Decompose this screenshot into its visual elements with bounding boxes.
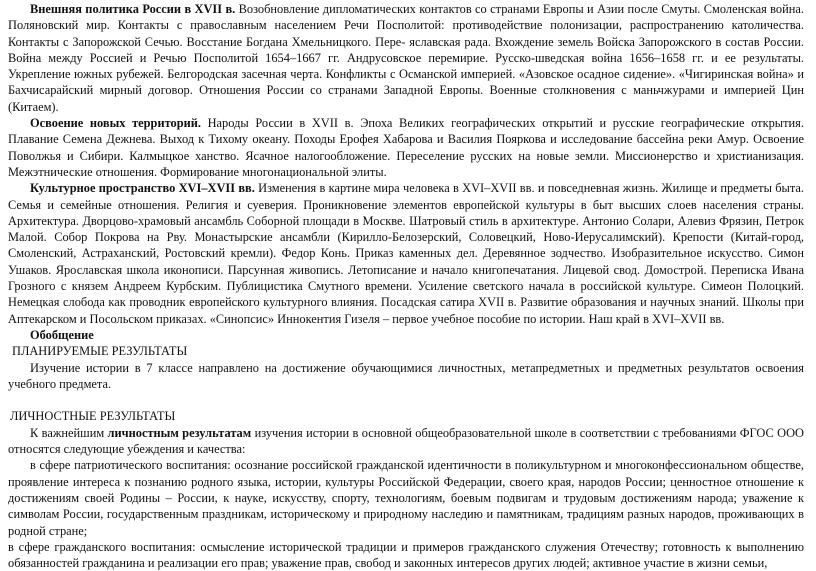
paragraph-foreign-policy — [8, 1, 804, 115]
paragraph-personal-intro — [8, 425, 804, 458]
section-lead-foreign-policy: Внешняя политика России в XVII в. — [30, 2, 236, 16]
paragraph-planned-results: Изучение истории в 7 классе направлено на достижение обучающимися личностных, метапредметных и предметных результатов освоения учебного предмета. — [8, 360, 804, 391]
paragraph-territories — [8, 115, 804, 180]
spacer — [8, 392, 804, 408]
paragraph-text: К важнейшим — [30, 425, 108, 440]
paragraph-generalization — [8, 327, 804, 343]
personal-results-heading: ЛИЧНОСТНЫЕ РЕЗУЛЬТАТЫ — [10, 409, 176, 424]
paragraph-culture — [8, 180, 804, 327]
paragraph-patriotic: в сфере патриотического воспитания: осознание российской гражданской идентичности в поликультурном и многоконфессиональном обществе, проявление интереса к познанию родного языка, истории, культуры Российской Федерации, своего края, народов России; ценностное отношение к достижениям своей Родины – России, к науке, искусству, спорту, технологиям, боевым подвигам и трудовым достижениям народа; уважение к символам России, государственным праздникам, историческому и природному наследию и памятникам, традициям разных народов, проживающих в родной стране; — [8, 458, 804, 538]
document-page — [8, 0, 804, 571]
paragraph-text: Изменения в картине мира человека в XVI–XVII вв. и повседневная жизнь. Жилище и предметы быта. Семья и семейные отношения. Религия и суеверия. Проникновение элементов европейской культуры в быт высших слоев населения страны. Архитектура. Дворцово-храмовый ансамбль Соборной площади в Москве. Шатровый стиль в архитектуре. Антонио Солари, Алевиз Фрязин, Петрок Малой. Собор Покрова на Рву. Монастырские ансамбли (Кирилло-Белозерский, Соловецкий, Ново-Иерусалимский). Крепости (Китай-город, Смоленский, Астраханский, Ростовский кремли). Федор Конь. Приказ каменных дел. Деревянное зодчество. Изобразительное искусство. Симон Ушаков. Ярославская школа иконописи. Парсунная живопись. Летописание и начало книгопечатания. Лицевой свод. Домострой. Переписка Ивана Грозного с князем Андреем Курбским. Публицистика Смутного времени. Усиление светского начала в российской культуре. Симеон Полоцкий. Немецкая слобода как проводник европейского культурного влияния. Посадская сатира XVII в. Развитие образования и научных знаний. Школы при Аптекарском и Посольском приказах. «Синопсис» Иннокентия Гизеля – первое учебное пособие по истории. Наш край в XVI–XVII вв. — [8, 181, 805, 326]
planned-results-heading: ПЛАНИРУЕМЫЕ РЕЗУЛЬТАТЫ — [12, 344, 188, 359]
generalization-heading: Обобщение — [30, 327, 94, 342]
paragraph-text: изучения истории в основной общеобразовательной школе в соответствии с требованиями ФГОС ООО относятся следующие убеждения и качества: — [8, 425, 804, 457]
paragraph-civic: в сфере гражданского воспитания: осмысление исторической традиции и примеров гражданского служения Отечеству; готовность к выполнению обязанностей гражданина и реализации его прав; уважение прав, свобод и законных интересов других людей; активное участие в жизни семьи, — [8, 539, 804, 571]
paragraph-text: Народы России в XVII в. Эпоха Великих географических открытий и русские географические открытия. Плавание Семена Дежнева. Выход к Тихому океану. Походы Ерофея Хабарова и Василия Пояркова и исследование бассейна реки Амур. Освоение Поволжья и Сибири. Калмыцкое ханство. Ясачное налогообложение. Переселение русских на новые земли. Миссионерство и христианизация. Межэтнические отношения. Формирование многонациональной элиты. — [8, 116, 804, 179]
section-lead-territories: Освоение новых территорий. — [30, 116, 201, 131]
section-lead-culture: Культурное пространство XVI–XVII вв. — [30, 181, 255, 196]
personal-results-emphasis: личностным результатам — [107, 425, 252, 440]
paragraph-text: Возобновление дипломатических контактов со странами Европы и Азии после Смуты. Смоленская война. Поляновский мир. Контакты с православным населением Речи Посполитой: противодействие полонизации, распространению католичества. Контакты с Запорожской Сечью. Восстание Богдана Хмельницкого. Пере- яславская рада. Вхождение земель Войска Запорожского в состав России. Война между Россией и Речью Посполитой 1654–1667 гг. Андрусовское перемирие. Русско-шведская война 1656–1658 гг. и ее результаты. Укрепление южных рубежей. Белгородская засечная черта. Конфликты с Османской империей. «Азовское осадное сидение». «Чигиринская война» и Бахчисарайский мирный договор. Отношения России со странами Западной Европы. Военные столкновения с маньчжурами и империей Цин (Китаем). — [8, 2, 804, 114]
